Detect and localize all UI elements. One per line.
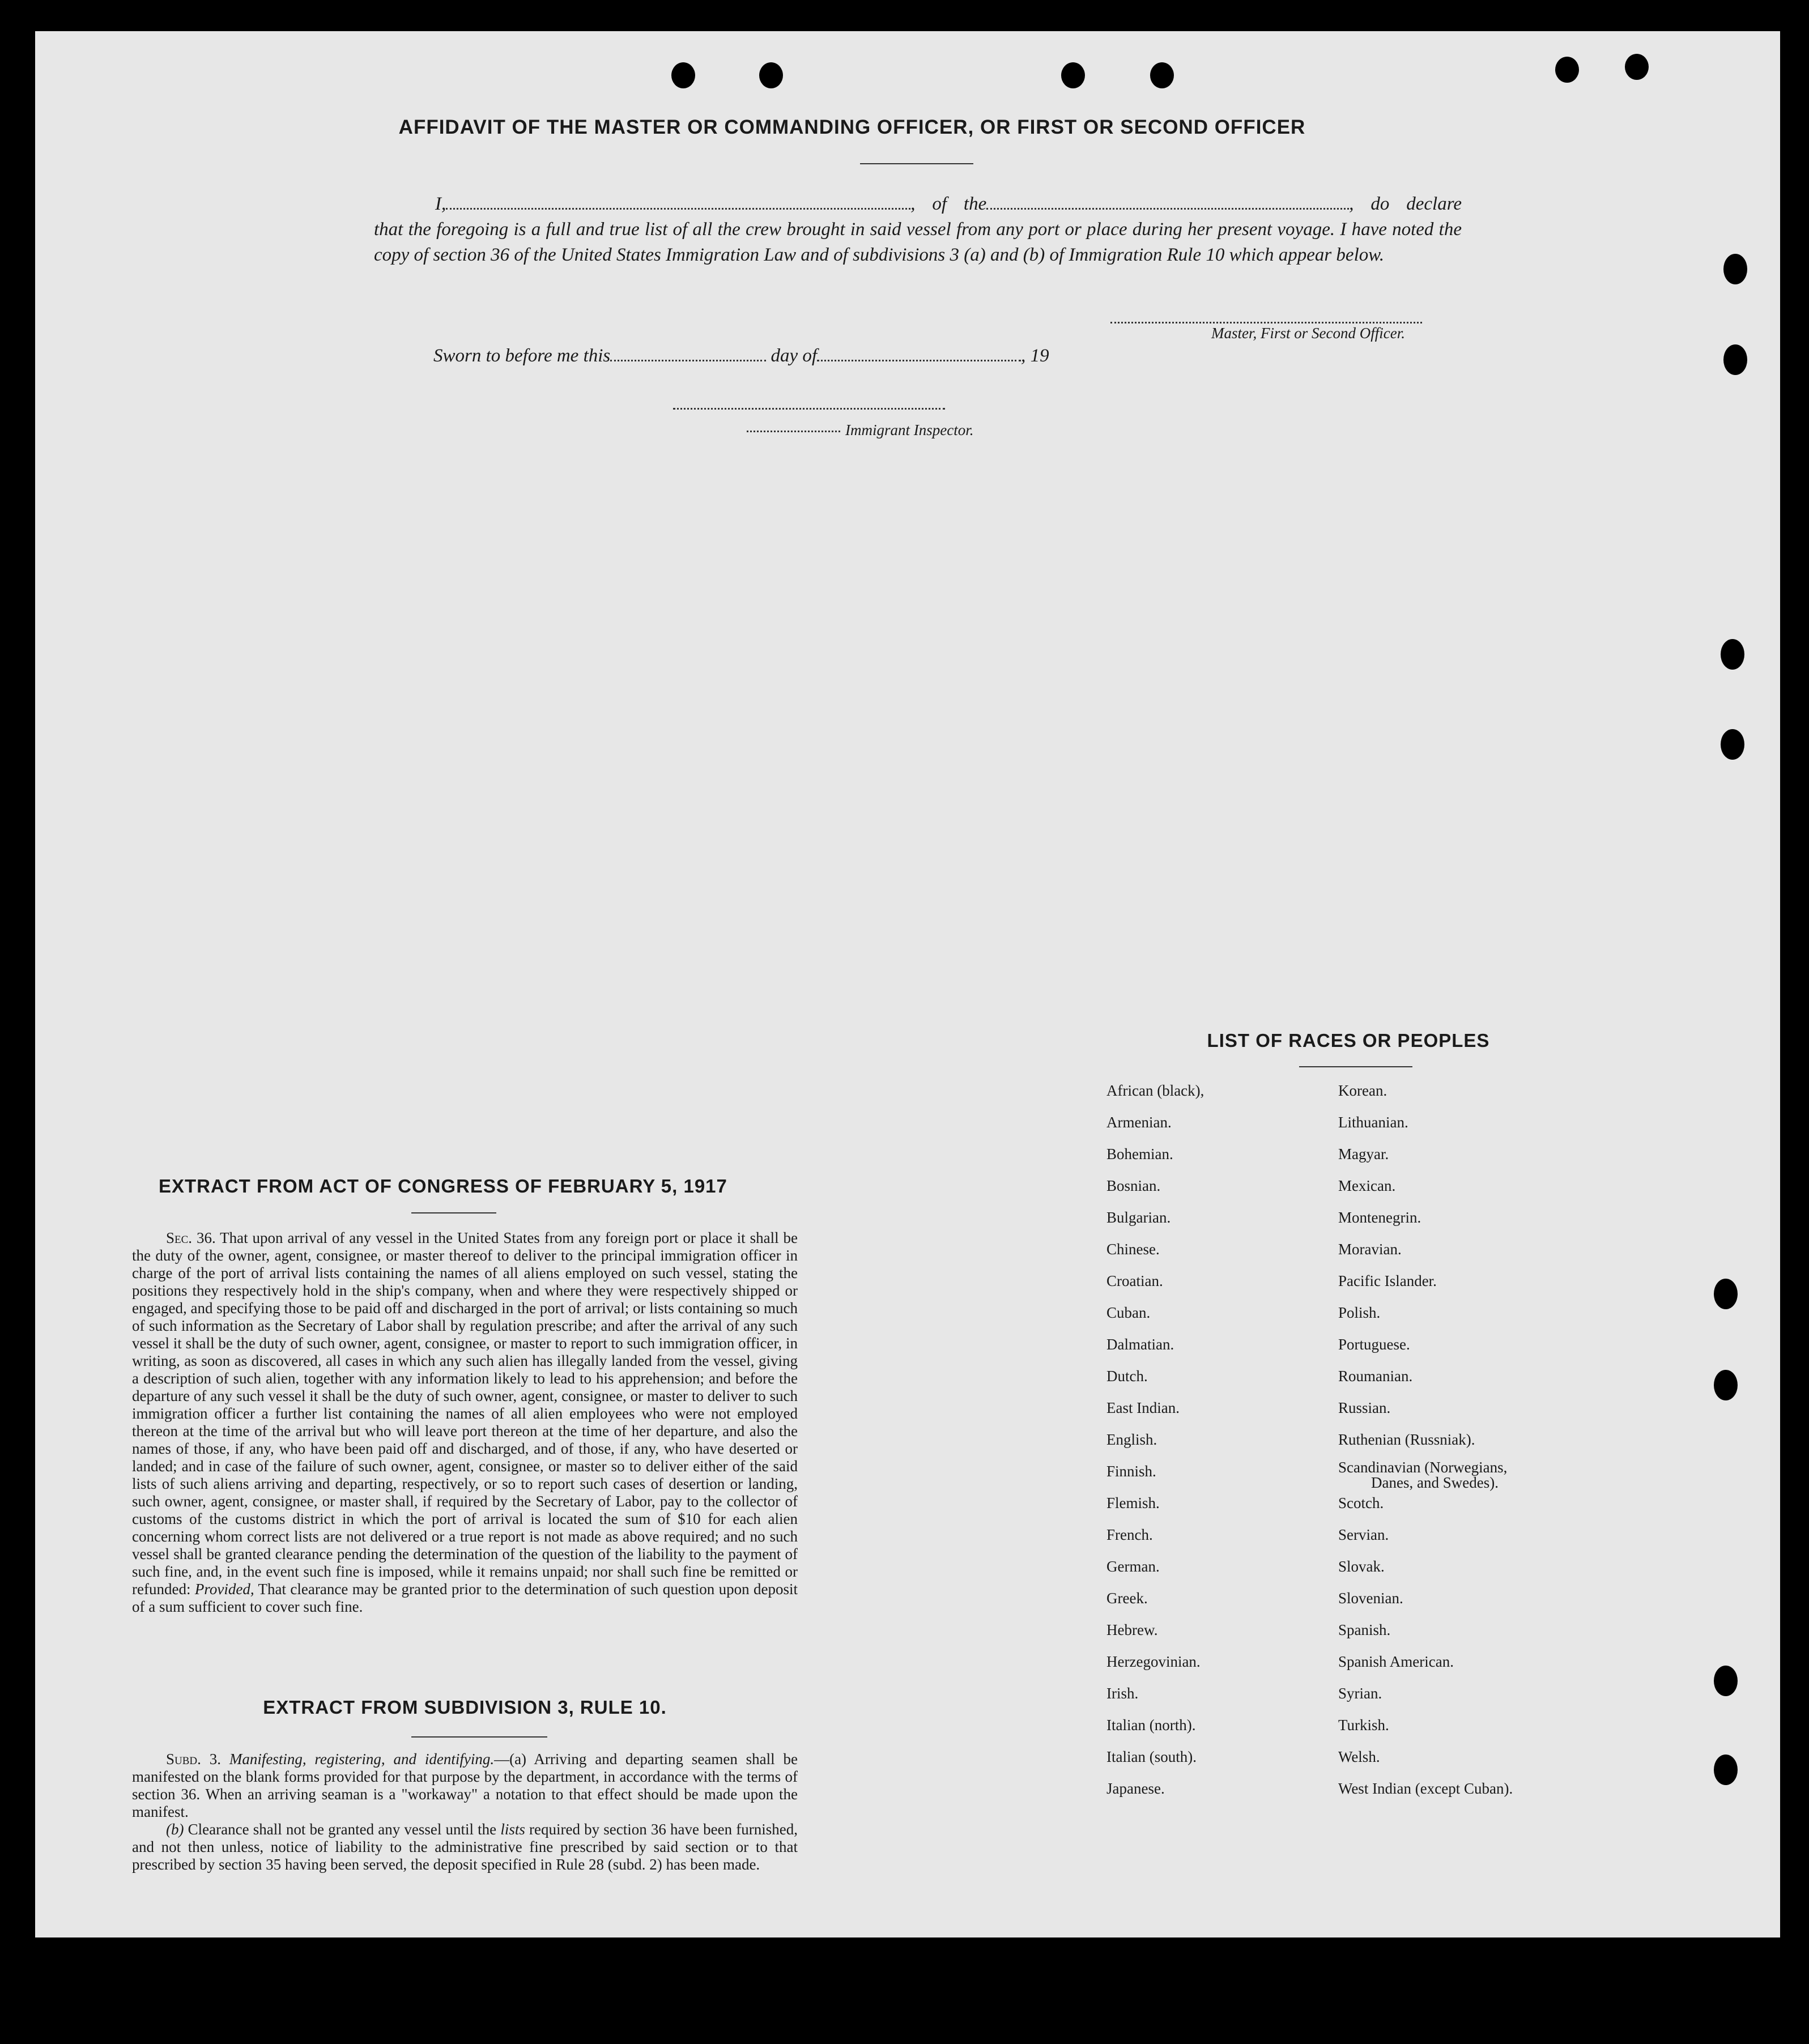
race-item: Scotch.: [1338, 1494, 1384, 1511]
declaration-do-declare: , do declare: [1349, 194, 1462, 214]
race-item: Finnish.: [1106, 1463, 1156, 1480]
declaration-i: I,: [435, 194, 446, 214]
document-page: [35, 31, 1780, 1937]
race-item: Chinese.: [1106, 1241, 1160, 1258]
race-item: Korean.: [1338, 1082, 1387, 1099]
race-item: Spanish American.: [1338, 1653, 1454, 1670]
race-item: English.: [1106, 1431, 1157, 1448]
section-36-text: [132, 1229, 798, 1616]
race-item: Irish.: [1106, 1685, 1139, 1702]
race-item: Magyar.: [1338, 1146, 1389, 1162]
punch-hole: [1723, 344, 1747, 375]
signature-line: [1110, 322, 1422, 323]
race-item: Scandinavian (Norwegians,: [1338, 1459, 1508, 1476]
punch-hole: [1555, 57, 1579, 83]
race-item: Portuguese.: [1338, 1336, 1410, 1353]
sworn-line: [433, 346, 1049, 367]
race-item: Ruthenian (Russniak).: [1338, 1431, 1475, 1448]
subd-a-label: —(a): [494, 1751, 527, 1768]
race-item: Slovenian.: [1338, 1590, 1403, 1607]
subdivision-a: [132, 1751, 798, 1821]
race-item: Syrian.: [1338, 1685, 1382, 1702]
rule-10-text: [132, 1751, 798, 1873]
race-item: Mexican.: [1338, 1177, 1396, 1194]
section-label: Sec. 36.: [166, 1229, 216, 1246]
inspector-label: Immigrant Inspector.: [845, 421, 974, 438]
race-item: Servian.: [1338, 1526, 1389, 1543]
race-item: Herzegovinian.: [1106, 1653, 1201, 1670]
punch-hole: [1714, 1666, 1738, 1696]
punch-hole: [1714, 1755, 1738, 1785]
section-body: That upon arrival of any vessel in the United States from any foreign port or place it shall be the duty of the owner, agent, consignee, or master thereof to deliver to the principal immigration officer in charge of the port of arrival lists containing the names of all aliens employed on such vessel, stating the positions they respectively hold in the ship's company, when and where they were respectively shipped or engaged, and specifying those to be paid off and discharged in the port of arrival; or lists containing so much of such information as the Secretary of Labor shall by regulation prescribe; and after the arrival of any such vessel it shall be the duty of such owner, agent, consignee, or master to report to such immigration officer, in writing, as soon as discovered, all cases in which any such alien has illegally landed from the vessel, giving a description of such alien, together with any information likely to lead to his apprehension; and before the departure of any such vessel it shall be the duty of such owner, agent, consignee, or master to deliver to such immigration officer a further list containing the names of all alien employees who were not employed thereon at the time of the arrival but who will leave port thereon at the time of her departure, and also the names of those, if any, who have been paid off and discharged, and of those, if any, who have deserted or landed; and in case of the failure of such owner, agent, consignee, or master so to deliver either of the said lists of such aliens arriving and departing, respectively, or so to report such cases of desertion or landing, such owner, agent, consignee, or master shall, if required by the Secretary of Labor, pay to the collector of customs of the customs district in which the port of arrival is located the sum of $10 for each alien concerning whom correct lists are not delivered or a true report is not made as above required; and no such vessel shall be granted clearance pending the determination of the question of the liability to the payment of such fine, and, in the event such fine is imposed, while it remains unpaid; nor shall such fine be remitted or refunded:: [132, 1229, 798, 1598]
subd-label: Subd. 3.: [166, 1751, 221, 1768]
race-item: Dalmatian.: [1106, 1336, 1174, 1353]
races-title: LIST OF RACES OR PEOPLES: [1207, 1030, 1490, 1051]
sworn-day-of: day of: [771, 346, 818, 366]
punch-hole: [1625, 54, 1649, 80]
race-item: Italian (north).: [1106, 1717, 1196, 1734]
race-item: Croatian.: [1106, 1272, 1163, 1289]
name-blank: [446, 207, 910, 210]
subd-b-lists: lists: [500, 1821, 525, 1838]
subd-heading: Manifesting, registering, and identifying.: [229, 1751, 495, 1768]
punch-hole: [1061, 62, 1085, 88]
race-item: German.: [1106, 1558, 1160, 1575]
punch-hole: [1714, 1279, 1738, 1309]
race-item: Cuban.: [1106, 1304, 1151, 1321]
section-body-end: That clearance may be granted prior to the determination of such question upon deposit of a sum sufficient to cover such fine.: [132, 1581, 798, 1615]
race-item: Greek.: [1106, 1590, 1148, 1607]
extract-act-title: EXTRACT FROM ACT OF CONGRESS OF FEBRUARY 5, 1917: [159, 1176, 727, 1196]
punch-hole: [1721, 639, 1744, 670]
race-item: Bulgarian.: [1106, 1209, 1171, 1226]
position-blank: [986, 207, 1349, 210]
extract-rule-title: EXTRACT FROM SUBDIVISION 3, RULE 10.: [263, 1697, 667, 1718]
race-item: Japanese.: [1106, 1780, 1165, 1797]
inspector-signature-line: [673, 408, 945, 410]
race-item: Armenian.: [1106, 1114, 1172, 1131]
divider: [411, 1736, 547, 1738]
punch-hole: [759, 62, 783, 88]
declaration-body: that the foregoing is a full and true list of all the crew brought in said vessel from any port or place during her present voyage. I have noted the copy of section 36 of the United States Immigration Law and of subdivisions 3 (a) and (b) of Immigration Rule 10 which appear below.: [374, 219, 1462, 265]
sworn-text: Sworn to before me this: [433, 346, 611, 366]
race-item: West Indian (except Cuban).: [1338, 1780, 1513, 1797]
affidavit-declaration: [374, 191, 1462, 268]
race-item: Montenegrin.: [1338, 1209, 1421, 1226]
declaration-of-the: , of the: [910, 194, 987, 214]
inspector-signature-line: [747, 431, 840, 432]
day-blank: [610, 359, 766, 361]
race-item: Hebrew.: [1106, 1621, 1158, 1638]
divider: [411, 1212, 496, 1213]
race-item: Turkish.: [1338, 1717, 1389, 1734]
subd-b-text-end: required by section 36 have been furnished, and not then unless, notice of liability to the administrative fine prescribed by said section or to that prescribed by section 35 having been served, the deposit specified in Rule 28 (subd. 2) has been made.: [132, 1821, 798, 1873]
subd-b-text: Clearance shall not be granted any vessel until the: [188, 1821, 497, 1838]
race-item: Moravian.: [1338, 1241, 1402, 1258]
punch-hole: [1723, 254, 1747, 284]
race-item: French.: [1106, 1526, 1153, 1543]
divider: [1299, 1066, 1412, 1067]
race-item: Roumanian.: [1338, 1368, 1413, 1385]
race-item: Welsh.: [1338, 1748, 1380, 1765]
subdivision-b: [132, 1821, 798, 1873]
race-item: Italian (south).: [1106, 1748, 1197, 1765]
race-item: African (black),: [1106, 1082, 1204, 1099]
month-blank: [817, 359, 1021, 361]
race-item: Flemish.: [1106, 1494, 1160, 1511]
punch-hole: [1714, 1370, 1738, 1400]
race-item: Polish.: [1338, 1304, 1381, 1321]
race-item: Danes, and Swedes).: [1371, 1474, 1499, 1491]
punch-hole: [1150, 62, 1174, 88]
punch-hole: [1721, 729, 1744, 760]
affidavit-title: AFFIDAVIT OF THE MASTER OR COMMANDING OFFICER, OR FIRST OR SECOND OFFICER: [398, 116, 1306, 138]
race-item: Pacific Islander.: [1338, 1272, 1437, 1289]
race-item: Bohemian.: [1106, 1146, 1173, 1162]
divider: [860, 163, 973, 164]
race-item: Lithuanian.: [1338, 1114, 1408, 1131]
sworn-year: , 19: [1021, 346, 1049, 366]
race-item: Dutch.: [1106, 1368, 1148, 1385]
race-item: Bosnian.: [1106, 1177, 1161, 1194]
section-provided: Provided,: [194, 1581, 254, 1598]
declaration-line: [374, 191, 1462, 217]
race-item: Russian.: [1338, 1399, 1391, 1416]
signature-label: Master, First or Second Officer.: [1211, 325, 1405, 342]
race-item: Slovak.: [1338, 1558, 1385, 1575]
subd-a-text: Arriving and departing seamen shall be manifested on the blank forms provided for that purpose by the department, in accordance with the terms of section 36. When an arriving seaman is a "workaway" a notation to that effect should be made upon the manifest.: [132, 1751, 798, 1820]
race-item: East Indian.: [1106, 1399, 1180, 1416]
subd-b-label: (b): [166, 1821, 184, 1838]
race-item: Spanish.: [1338, 1621, 1391, 1638]
punch-hole: [671, 62, 695, 88]
